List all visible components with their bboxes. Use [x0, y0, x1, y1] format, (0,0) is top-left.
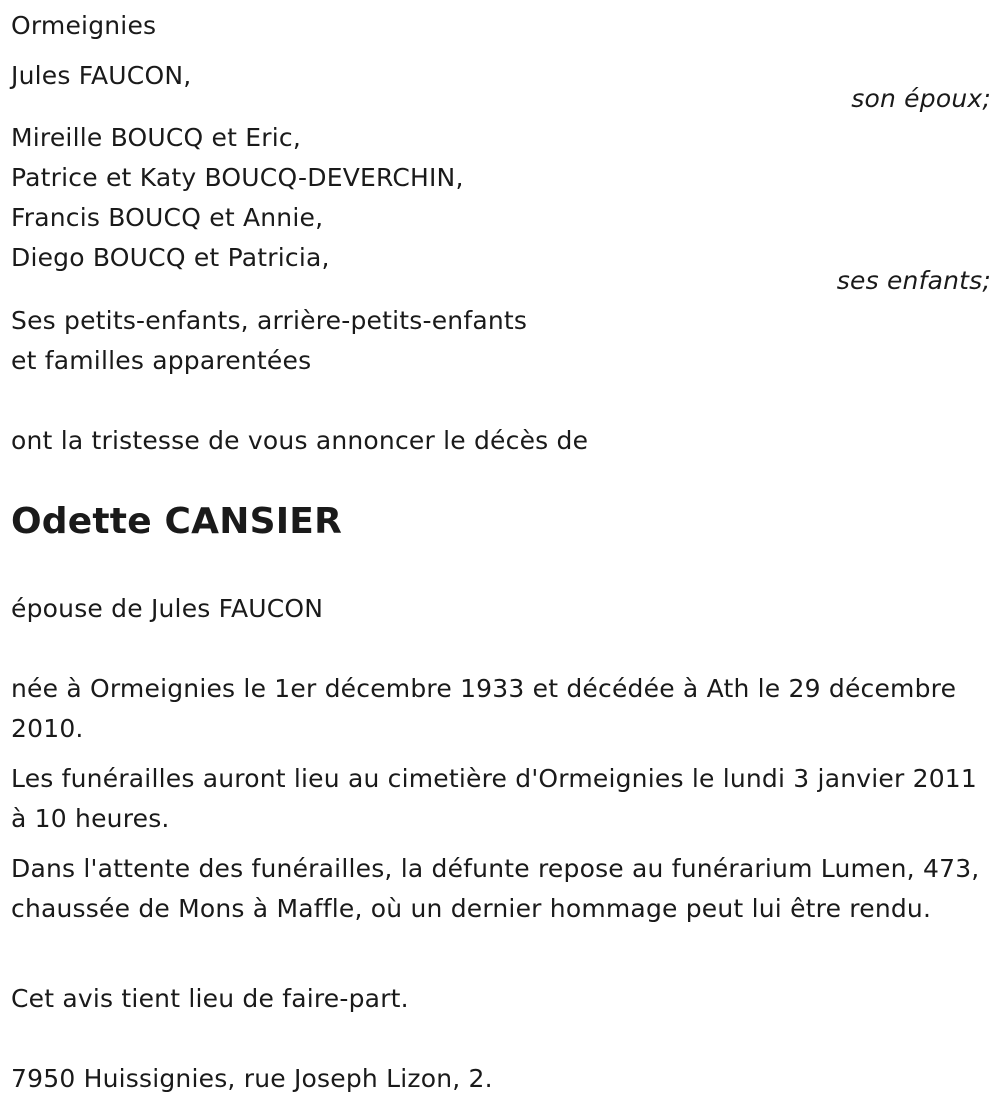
child-line: Diego BOUCQ et Patricia,	[11, 243, 330, 272]
child-line: Patrice et Katy BOUCQ-DEVERCHIN,	[11, 163, 464, 192]
child-line: Francis BOUCQ et Annie,	[11, 203, 324, 232]
family-address: 7950 Huissignies, rue Joseph Lizon, 2.	[11, 1064, 493, 1093]
child-line: Mireille BOUCQ et Eric,	[11, 123, 302, 152]
repose-details: Dans l'attente des funérailles, la défunte repose au funérarium Lumen, 473, chaussée de Mons à Maffle, où un dernier hommage peut lui être rendu.	[11, 854, 980, 923]
birth-death-details: née à Ormeignies le 1er décembre 1933 et décédée à Ath le 29 décembre 2010.	[11, 674, 957, 743]
announcement-text: ont la tristesse de vous annoncer le décès de	[11, 426, 589, 455]
notice-text: Cet avis tient lieu de faire-part.	[11, 984, 409, 1013]
family-line-1: Ses petits-enfants, arrière-petits-enfants	[11, 306, 528, 335]
family-line-2: et familles apparentées	[11, 346, 312, 375]
village-name: Ormeignies	[11, 11, 157, 40]
deceased-name: Odette CANSIER	[11, 501, 343, 542]
spouse-name: Jules FAUCON,	[11, 61, 192, 90]
spouse-role: son époux;	[851, 84, 991, 113]
funeral-details: Les funérailles auront lieu au cimetière d'Ormeignies le lundi 3 janvier 2011 à 10 heures.	[11, 764, 978, 833]
children-role: ses enfants;	[836, 266, 991, 295]
deceased-relation: épouse de Jules FAUCON	[11, 594, 324, 623]
